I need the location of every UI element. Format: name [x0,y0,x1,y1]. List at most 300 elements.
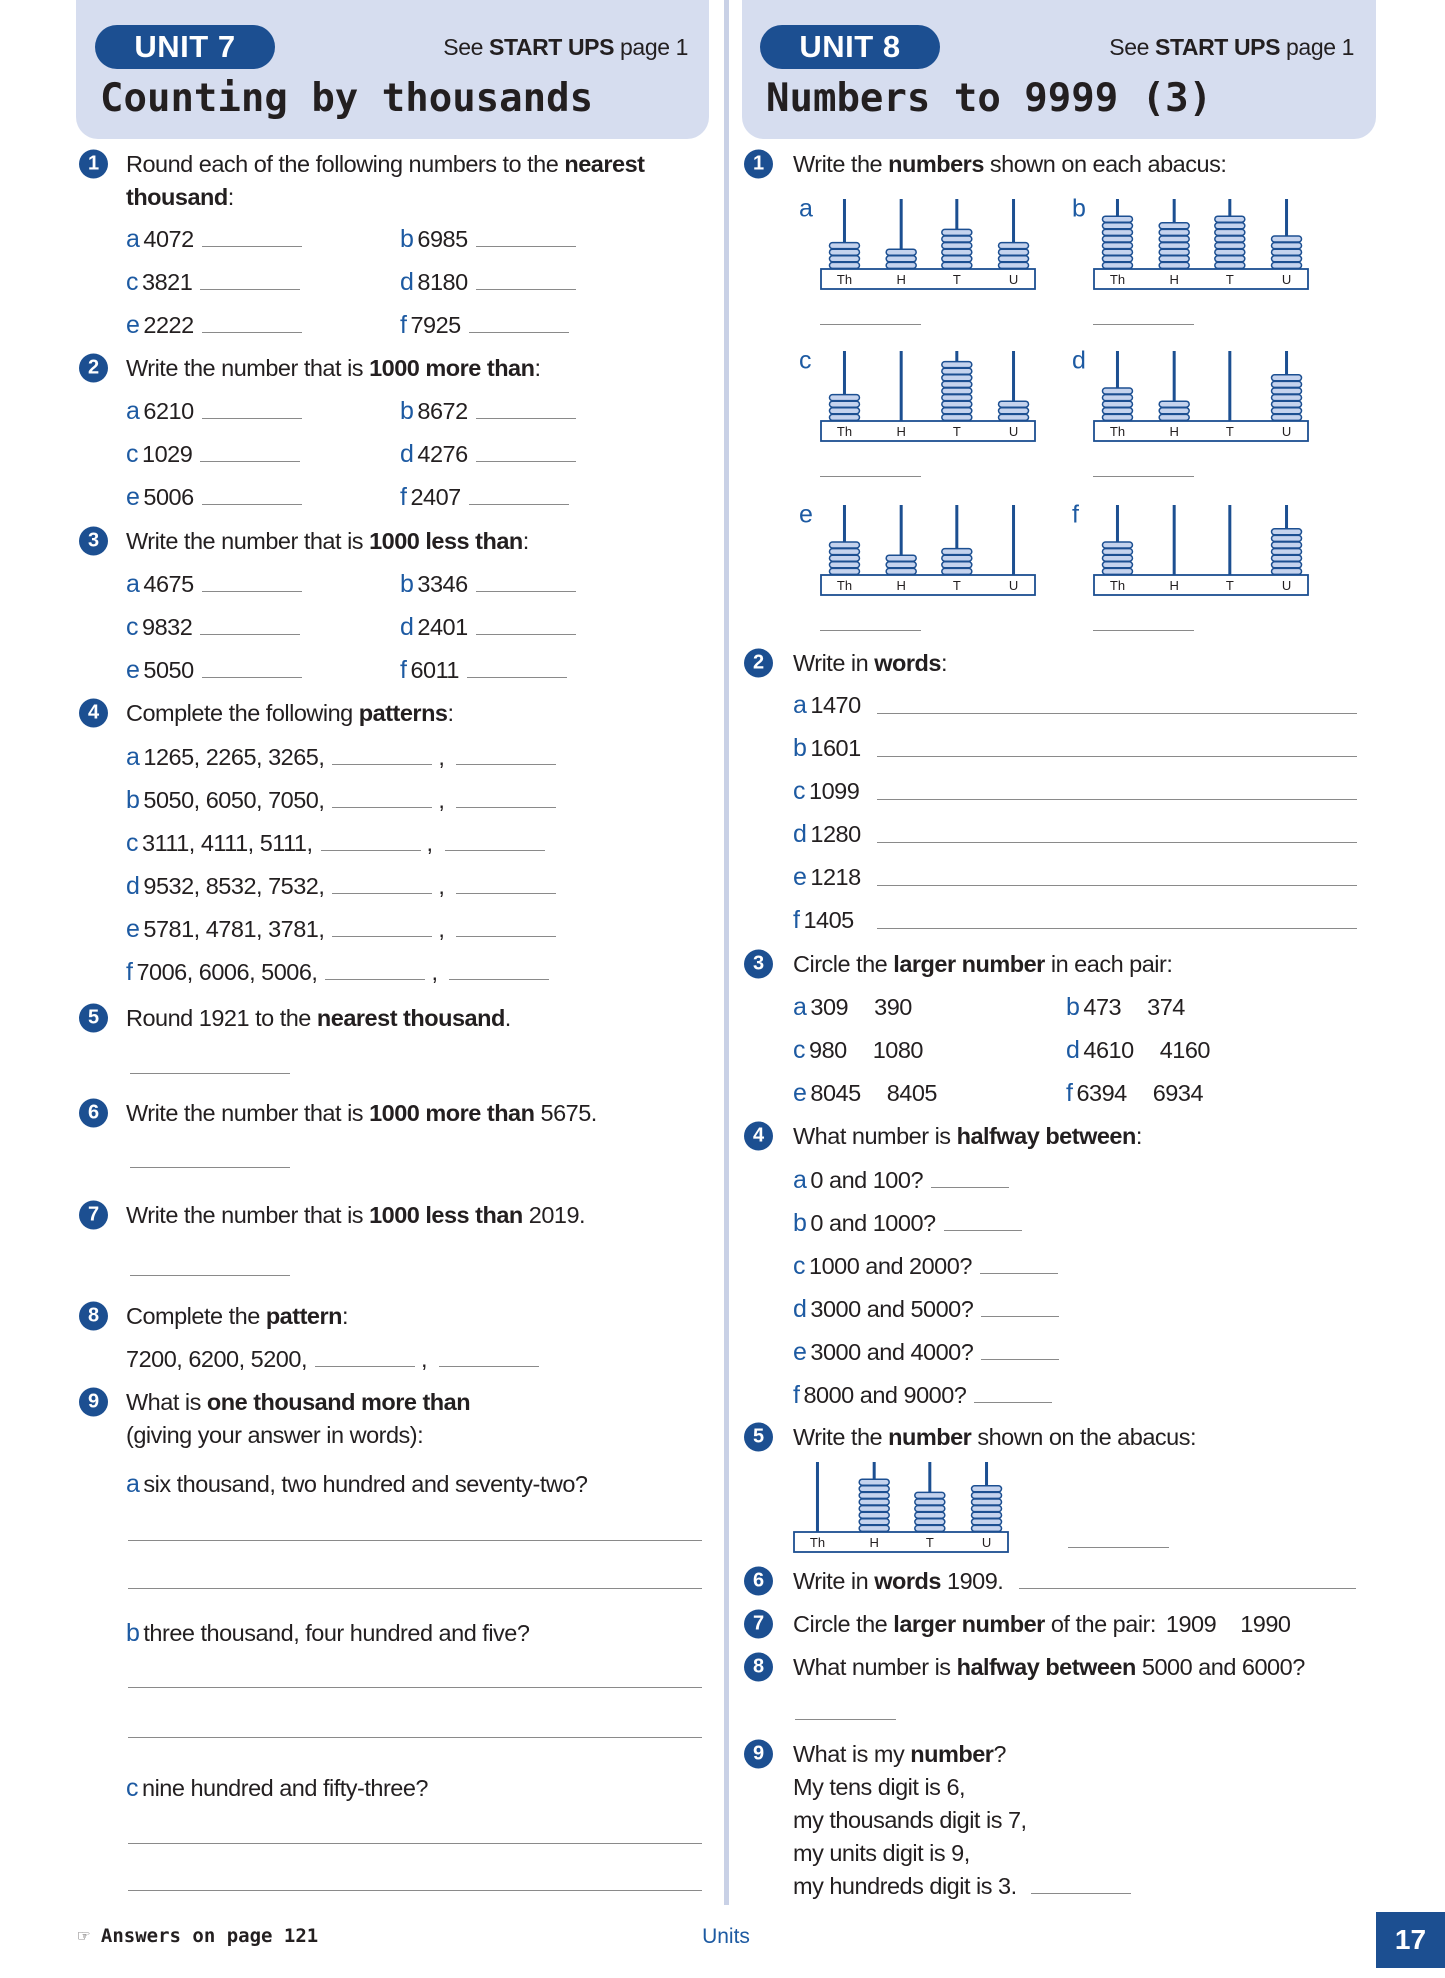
answer-line[interactable] [877,885,1357,886]
question-number-text: 6 [87,1101,100,1124]
abacus-column-label: U [1281,272,1292,287]
abacus-bead [886,256,916,262]
abacus-bead [915,1525,945,1531]
exercise-item [126,1469,587,1499]
pair-second[interactable]: 6934 [1152,1080,1204,1106]
item-value: 1099 [809,778,860,804]
abacus-column-label: Th [836,424,853,439]
answer-line[interactable] [128,1540,702,1541]
answer-line[interactable] [877,799,1357,800]
exercise-item [400,224,576,254]
item-letter: c [126,613,138,641]
answer-blank[interactable] [974,1401,1052,1403]
item-letter: e [126,311,140,339]
abacus-column-label: U [1008,272,1019,287]
unit-badge: UNIT 7 [95,25,275,69]
item-value: 1265, 2265, 3265, [143,744,325,770]
abacus-bead [886,562,916,568]
item-value: 6210 [143,398,194,424]
column-divider [724,0,729,1905]
item-letter: d [793,820,807,848]
answer-blank[interactable] [202,245,302,247]
text: Round each of the following numbers to the [126,151,565,177]
item-value: 5050 [143,657,194,683]
text: : [447,700,454,726]
pair-second[interactable]: 8405 [886,1080,937,1106]
abacus-bead [1215,243,1245,249]
text: Write in [793,1568,875,1594]
answer-blank[interactable] [325,978,425,980]
abacus-bead [999,256,1029,262]
number-pair [1066,1035,1210,1065]
abacus-bead [859,1512,889,1518]
abacus-column-label: T [1225,272,1234,287]
item-letter: d [793,1295,807,1323]
exercise-item [126,828,545,858]
answer-blank[interactable] [469,503,569,505]
abacus-column-label: Th [836,272,853,287]
exercise-item [126,224,302,254]
answer-line[interactable] [820,476,921,477]
comma: , [420,1346,428,1372]
abacus-base [821,421,1035,441]
answer-blank[interactable] [944,1229,1022,1231]
abacus-bead [999,414,1029,420]
item-letter: a [126,743,140,771]
abacus-column-label: Th [1109,424,1126,439]
answer-blank[interactable] [321,849,421,851]
abacus-letter-text: e [799,500,813,529]
abacus-bead [1102,249,1132,255]
abacus-bead [829,256,859,262]
abacus-column-label: T [952,272,961,287]
abacus-bead [942,555,972,561]
exercise-item [126,310,302,340]
item-value: 8000 and 9000? [803,1382,967,1408]
item-letter: b [400,570,414,598]
answer-line[interactable] [1093,324,1194,325]
question-number-text: 5 [87,1006,100,1029]
item-letter: c [126,268,138,296]
exercise-item [793,1165,1009,1195]
question-number-text: 3 [752,952,765,975]
item-value: 6011 [410,657,459,683]
abacus-bead [1272,262,1302,268]
answer-blank[interactable] [439,1365,539,1367]
item-letter: e [793,1338,807,1366]
text: my thousands digit is 7, [793,1807,1027,1833]
text: : [940,650,947,676]
item-letter: b [400,397,414,425]
bold-text: number [910,1741,994,1767]
bold-text: number [888,1424,972,1450]
item-value: 9832 [142,614,193,640]
text: my hundreds digit is 3. [793,1873,1017,1899]
clue-line [793,1805,1027,1835]
answer-line[interactable] [820,630,921,631]
question-text [793,949,1172,979]
abacus-base [1094,269,1308,289]
answer-blank[interactable] [456,763,556,765]
exercise-item [793,905,854,935]
answer-blank[interactable] [202,590,302,592]
item-letter: d [126,872,140,900]
question-number-text: 7 [752,1612,765,1635]
abacus-bead [972,1525,1002,1531]
abacus-bead [1272,395,1302,401]
text: shown on the abacus: [971,1424,1196,1450]
abacus-bead [1102,414,1132,420]
abacus-bead [1102,562,1132,568]
answer-line[interactable] [1093,476,1194,477]
answer-blank[interactable] [1019,1587,1356,1589]
text: . [504,1005,511,1031]
question-number-text: 5 [752,1425,765,1448]
answer-line[interactable] [128,1843,702,1844]
abacus-bead [942,395,972,401]
pair-second[interactable]: 1080 [872,1037,923,1063]
answer-blank[interactable] [1031,1892,1131,1894]
text: ? [993,1741,1006,1767]
answer-line[interactable] [877,842,1357,843]
answer-blank[interactable] [200,460,300,462]
answer-blank[interactable] [476,590,576,592]
question-number-text: 8 [87,1304,100,1327]
answer-blank[interactable] [476,417,576,419]
abacus-bead [942,243,972,249]
abacus-bead [859,1506,889,1512]
item-letter: a [793,993,807,1021]
abacus-letter [799,501,813,530]
answer-blank[interactable] [467,676,567,678]
abacus-column-label: Th [1109,578,1126,593]
abacus-letter [1072,347,1086,376]
item-letter: c [793,1252,805,1280]
exercise-item [400,569,576,599]
answer-line[interactable] [1068,1547,1169,1548]
abacus-bead [1215,256,1245,262]
abacus-bead [999,262,1029,268]
answer-line[interactable] [130,1275,290,1276]
bold-text: 1000 more than [369,1100,535,1126]
item-value: 0 and 1000? [810,1210,936,1236]
item-letter: e [793,1079,807,1107]
text: Circle the [793,951,894,977]
answer-blank[interactable] [476,460,576,462]
answer-blank[interactable] [200,288,300,290]
item-letter: a [126,570,140,598]
clue-line [793,1838,970,1868]
abacus-letter [1072,501,1079,530]
comma: , [438,744,445,770]
item-value: 7925 [410,312,461,338]
answer-blank[interactable] [445,849,545,851]
abacus-bead [829,549,859,555]
answer-blank[interactable] [981,1358,1059,1360]
answer-line[interactable] [128,1687,702,1688]
abacus-base [821,269,1035,289]
abacus-bead [915,1512,945,1518]
answer-blank[interactable] [931,1186,1009,1188]
question-number-text: 4 [87,701,100,724]
abacus-bead [1272,243,1302,249]
abacus-bead [886,249,916,255]
answer-line[interactable] [795,1719,896,1720]
abacus-bead [1102,223,1132,229]
question-text [126,1003,511,1033]
answer-blank[interactable] [202,676,302,678]
abacus-bead [829,568,859,574]
abacus-column-label: U [1008,424,1019,439]
abacus-bead [859,1486,889,1492]
abacus-bead [859,1479,889,1485]
item-letter: a [126,397,140,425]
answer-blank[interactable] [200,633,300,635]
text: in each pair: [1044,951,1173,977]
abacus-bead [886,555,916,561]
question-text [126,526,529,556]
abacus-bead [1102,408,1132,414]
abacus-bead [942,401,972,407]
answer-line[interactable] [820,324,921,325]
abacus [820,351,1038,446]
bold-text: 1000 more than [369,355,535,381]
text: Write in [793,650,875,676]
answer-blank[interactable] [469,331,569,333]
bold-text: halfway between [956,1123,1136,1149]
answer-blank[interactable] [449,978,549,980]
exercise-item [400,439,576,469]
answer-blank[interactable] [202,417,302,419]
abacus-bead [1272,542,1302,548]
abacus-bead [1102,256,1132,262]
text: Round 1921 to the [126,1005,317,1031]
item-value: 3000 and 5000? [810,1296,974,1322]
bold-text: numbers [888,151,984,177]
abacus-bead [942,388,972,394]
pair-second[interactable]: 4160 [1159,1037,1210,1063]
abacus [820,199,1038,294]
answer-blank[interactable] [476,633,576,635]
answer-blank[interactable] [456,935,556,937]
abacus-bead [1159,256,1189,262]
exercise-item [400,267,576,297]
abacus-bead [1272,408,1302,414]
abacus-bead [972,1486,1002,1492]
answer-line[interactable] [1093,630,1194,631]
answer-line[interactable] [877,756,1357,757]
item-letter: f [126,958,133,986]
abacus-letter-text: c [799,346,812,375]
text: What number is [793,1123,957,1149]
answer-blank[interactable] [315,1365,415,1367]
answer-blank[interactable] [202,331,302,333]
abacus-bead [1102,555,1132,561]
pair-second[interactable]: 390 [874,994,912,1020]
pair-first[interactable]: 1909 [1165,1611,1217,1637]
pair-first[interactable]: 6394 [1076,1080,1127,1106]
comma: , [438,787,445,813]
question-text [126,1200,585,1230]
unit7-header [76,0,709,139]
abacus-bead [1102,262,1132,268]
answer-blank[interactable] [456,806,556,808]
text: 5000 and 6000? [1135,1654,1305,1680]
item-value: 8180 [417,269,468,295]
item-letter: d [1066,1036,1080,1064]
answer-blank[interactable] [332,806,432,808]
answer-blank[interactable] [476,288,576,290]
abacus-bead [829,555,859,561]
answer-blank[interactable] [456,892,556,894]
pair-first[interactable]: 4610 [1083,1037,1134,1063]
answer-blank[interactable] [332,763,432,765]
text: of the pair: [1044,1611,1156,1637]
exercise-item [400,396,576,426]
answer-blank[interactable] [332,892,432,894]
clue-line [793,1772,965,1802]
abacus-bead [829,414,859,420]
item-letter: e [793,863,807,891]
answer-blank[interactable] [332,935,432,937]
item-letter: a [126,1470,140,1498]
item-letter: e [126,656,140,684]
question-number [744,1122,773,1151]
abacus-bead [1102,236,1132,242]
item-value: 3346 [417,571,468,597]
answer-line[interactable] [877,928,1357,929]
abacus-bead [942,368,972,374]
item-letter: b [400,225,414,253]
answer-blank[interactable] [476,245,576,247]
page-title: Numbers to 9999 (3) [766,76,1213,121]
exercise-item [126,1773,428,1803]
abacus-bead [972,1519,1002,1525]
item-value: nine hundred and fifty-three? [142,1775,428,1801]
answer-blank[interactable] [980,1272,1058,1274]
bold-text: nearest [564,151,645,177]
question-number [79,354,108,383]
pair-first[interactable]: 309 [810,994,849,1020]
abacus-column-label: H [896,272,906,287]
text: My tens digit is 6, [793,1774,966,1800]
bold-text: halfway between [956,1654,1136,1680]
number-pair [793,1078,937,1108]
abacus-bead [1102,229,1132,235]
abacus-bead [1159,229,1189,235]
abacus [1093,351,1311,446]
abacus-bead [942,562,972,568]
abacus-bead [942,229,972,235]
text: Complete the following [126,700,359,726]
item-value: 4675 [143,571,194,597]
pair-first[interactable]: 980 [809,1037,847,1063]
abacus-bead [972,1499,1002,1505]
text: : [534,355,541,381]
pair-second[interactable]: 374 [1147,994,1185,1020]
abacus-bead [942,262,972,268]
page-title: Counting by thousands [100,76,594,121]
pair-first[interactable]: 473 [1083,994,1122,1020]
abacus-bead [829,562,859,568]
text: What is [126,1389,207,1415]
abacus-bead [942,549,972,555]
abacus-letter [799,347,812,376]
exercise-item [793,1337,1059,1367]
abacus-bead [999,401,1029,407]
item-letter: b [126,786,140,814]
answer-line[interactable] [130,1167,290,1168]
abacus-bead [1215,236,1245,242]
answer-line[interactable] [877,713,1357,714]
see-start-ups: See START UPS page 1 [443,34,688,60]
abacus-bead [1159,401,1189,407]
answer-blank[interactable] [202,503,302,505]
answer-blank[interactable] [981,1315,1059,1317]
item-letter: f [400,311,407,339]
abacus-bead [999,249,1029,255]
pair-second[interactable]: 1990 [1240,1611,1291,1637]
abacus-bead [915,1492,945,1498]
section-label: Units [702,1925,750,1948]
abacus-bead [942,256,972,262]
abacus-bead [972,1512,1002,1518]
abacus-bead [1159,243,1189,249]
question-number [744,950,773,979]
abacus-bead [1102,395,1132,401]
item-value: 1218 [810,864,861,890]
question-number [79,527,108,556]
question-text [126,698,454,728]
text: shown on each abacus: [983,151,1227,177]
question-number [79,1004,108,1033]
abacus-bead [829,395,859,401]
number-pair [793,992,912,1022]
abacus-column-label: H [1169,272,1179,287]
page-number: 17 [1376,1912,1445,1968]
answer-line[interactable] [128,1890,702,1891]
question-number [79,1099,108,1128]
text: Write the number that is [126,355,370,381]
text: Complete the [126,1303,266,1329]
text: What number is [793,1654,957,1680]
answer-line[interactable] [130,1073,290,1074]
item-value: 3821 [142,269,193,295]
answer-line[interactable] [128,1737,702,1738]
exercise-item [400,482,569,512]
item-value: 1470 [810,692,861,718]
bold-text: one thousand more than [206,1389,471,1415]
question-text [793,1566,1356,1596]
question-number-text: 3 [87,529,100,552]
answer-line[interactable] [128,1588,702,1589]
exercise-item [126,569,302,599]
question-number [744,1740,773,1769]
question-number-text: 2 [87,356,100,379]
question-number-text: 8 [752,1655,765,1678]
abacus-bead [1272,381,1302,387]
item-value: 1000 and 2000? [809,1253,972,1279]
item-value: 1405 [803,907,854,933]
item-value: 1280 [810,821,861,847]
item-value: 2407 [410,484,461,510]
question-number [79,1388,108,1417]
comma: , [431,959,438,985]
pair-first[interactable]: 8045 [810,1080,861,1106]
abacus-bead [886,568,916,574]
abacus-bead [859,1525,889,1531]
abacus-bead [1102,216,1132,222]
